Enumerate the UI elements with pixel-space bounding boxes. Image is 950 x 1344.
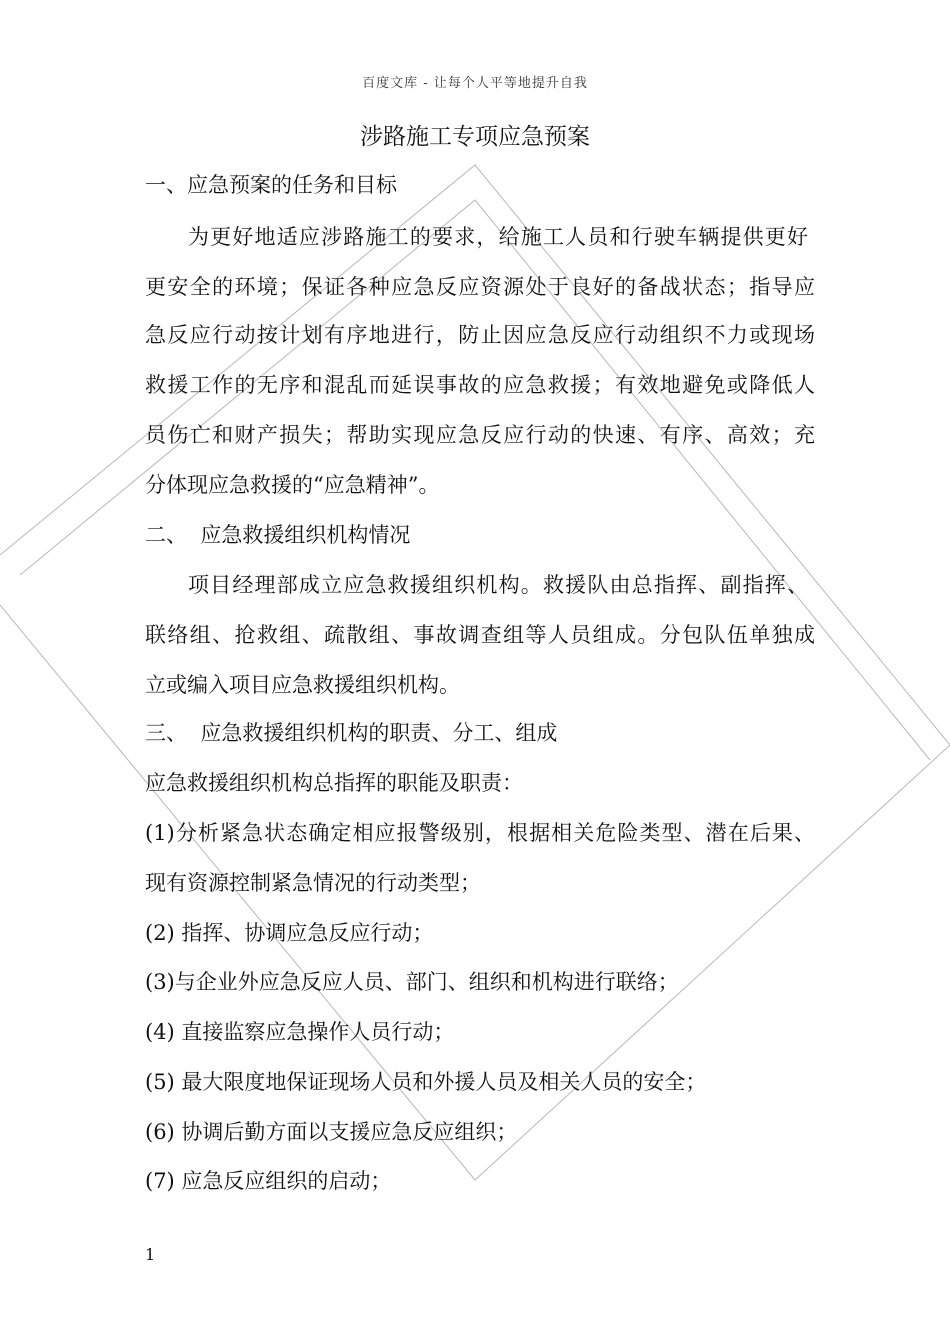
paragraph-line: 分体现应急救援的“应急精神”。: [145, 473, 440, 497]
list-item: (6) 协调后勤方面以支援应急反应组织；: [145, 1120, 518, 1144]
list-item: (1)分析紧急状态确定相应报警级别，根据相关危险类型、潜在后果、: [145, 821, 815, 845]
section-heading: 二、 应急救援组织机构情况: [145, 523, 411, 547]
list-item: (3)与企业外应急反应人员、部门、组织和机构进行联络；: [145, 970, 679, 994]
paragraph-line: 立或编入项目应急救援组织机构。: [145, 673, 460, 697]
paragraph-line: 应急救援组织机构总指挥的职能及职责：: [145, 771, 523, 795]
paragraph-line: 为更好地适应涉路施工的要求，给施工人员和行驶车辆提供更好: [188, 225, 808, 249]
paragraph-line: 员伤亡和财产损失；帮助实现应急反应行动的快速、有序、高效；充: [145, 423, 815, 447]
page-header: 百度文库 - 让每个人平等地提升自我: [362, 76, 588, 91]
document-title: 涉路施工专项应急预案: [360, 124, 590, 150]
list-item: (4) 直接监察应急操作人员行动；: [145, 1020, 455, 1044]
list-item: (7) 应急反应组织的启动；: [145, 1169, 392, 1193]
paragraph-line: 联络组、抢救组、疏散组、事故调查组等人员组成。分包队伍单独成: [145, 623, 815, 647]
paragraph-line: 项目经理部成立应急救援组织机构。救援队由总指挥、副指挥、: [188, 573, 808, 597]
list-item: (5) 最大限度地保证现场人员和外援人员及相关人员的安全；: [145, 1070, 707, 1094]
list-item: (2) 指挥、协调应急反应行动；: [145, 921, 434, 945]
section-heading: 三、 应急救援组织机构的职责、分工、组成: [145, 721, 558, 745]
section-heading: 一、应急预案的任务和目标: [145, 173, 397, 197]
paragraph-line: 急反应行动按计划有序地进行，防止因应急反应行动组织不力或现场: [145, 323, 815, 347]
paragraph-line: 救援工作的无序和混乱而延误事故的应急救援；有效地避免或降低人: [145, 373, 815, 397]
paragraph-line: 更安全的环境；保证各种应急反应资源处于良好的备战状态；指导应: [145, 275, 815, 299]
page-number: 1: [145, 1245, 156, 1264]
list-item: 现有资源控制紧急情况的行动类型；: [145, 871, 481, 895]
